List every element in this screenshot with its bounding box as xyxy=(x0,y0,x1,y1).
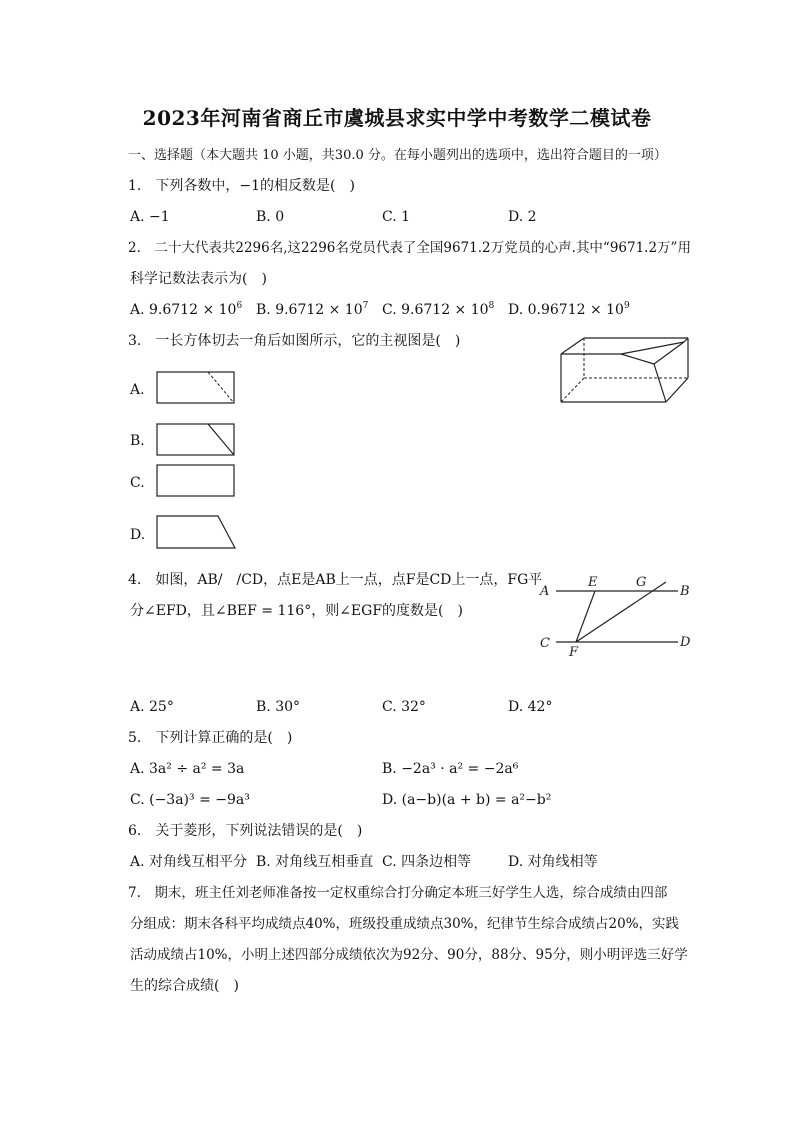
q6-stem: 6. 关于菱形，下列说法错误的是( ) xyxy=(128,823,363,839)
q4-label-a: A xyxy=(540,584,550,599)
q5-option-d: D. (a−b)(a + b) = a²−b² xyxy=(382,792,552,808)
q3-option-a: A. xyxy=(130,382,145,398)
q2-option-a: A. $9.6712 \times 10^6$ xyxy=(130,301,243,318)
q4-option-a: A. 25° xyxy=(130,699,174,715)
q3-option-c: C. xyxy=(130,475,145,491)
q3-option-d-figure xyxy=(156,515,238,551)
q4-option-d: D. 42° xyxy=(508,699,553,715)
q2-option-b: B. $9.6712 \times 10^7$ xyxy=(256,301,369,318)
q2-option-c: C. $9.6712 \times 10^8$ xyxy=(382,301,495,318)
q4-label-f: F xyxy=(569,645,579,660)
q3-option-d: D. xyxy=(130,527,146,543)
q1-option-c: C. 1 xyxy=(382,209,411,225)
section-heading: 一、选择题（本大题共 10 小题，共30.0 分。在每小题列出的选项中，选出符合题目的一项） xyxy=(128,148,667,163)
q7-stem-line1: 7. 期末，班主任刘老师准备按一定权重综合打分确定本班三好学生人选，综合成绩由四部 xyxy=(128,885,668,901)
q1-option-a: A. −1 xyxy=(130,209,170,225)
q4-option-b: B. 30° xyxy=(256,699,301,715)
q7-stem-line4: 生的综合成绩( ) xyxy=(130,978,239,994)
q3-option-b: B. xyxy=(130,433,145,449)
q1-option-d: D. 2 xyxy=(508,209,537,225)
q6-option-c: C. 四条边相等 xyxy=(382,854,472,870)
q1-option-b: B. 0 xyxy=(256,209,285,225)
q5-stem: 5. 下列计算正确的是( ) xyxy=(128,730,293,746)
q2-option-d: D. $0.96712 \times 10^9$ xyxy=(508,301,630,318)
q6-option-d: D. 对角线相等 xyxy=(508,854,598,870)
q4-stem-line2: 分∠EFD，且∠BEF = 116°，则∠EGF的度数是( ) xyxy=(130,603,463,619)
q5-option-b: B. −2a³ · a² = −2a⁶ xyxy=(382,761,519,777)
q7-stem-line2: 分组成：期末各科平均成绩点40%，班级投重成绩点30%，纪律节生综合成绩占20%，实践 xyxy=(130,916,680,932)
q5-option-a: A. 3a² ÷ a² = 3a xyxy=(130,761,245,777)
q6-option-a: A. 对角线互相平分 xyxy=(130,854,248,870)
q4-label-d: D xyxy=(680,635,691,650)
q4-label-c: C xyxy=(540,636,550,651)
q4-label-b: B xyxy=(680,584,690,599)
q3-option-c-figure xyxy=(156,464,236,498)
q2-stem-line2: 科学记数法表示为( ) xyxy=(130,271,267,287)
q2-stem-line1: 2. 二十大代表共2296名,这2296名党员代表了全国9671.2万党员的心声.其中“9671.2万”用 xyxy=(128,240,691,256)
exam-title: 2023年河南省商丘市虞城县求实中学中考数学二模试卷 xyxy=(142,106,652,130)
q4-label-g: G xyxy=(636,575,647,590)
q1-stem: 1. 下列各数中，−1的相反数是( ) xyxy=(128,178,355,194)
q6-option-b: B. 对角线互相垂直 xyxy=(256,854,374,870)
q4-parallel-lines-figure xyxy=(536,572,696,660)
q3-option-b-figure xyxy=(156,423,236,457)
q7-stem-line3: 活动成绩占10%，小明上述四部分成绩依次为92分、90分，88分、95分，则小明评选三好学 xyxy=(130,947,688,963)
q4-stem-line1: 4. 如图，AB/ /CD，点E是AB上一点，点F是CD上一点，FG平 xyxy=(128,572,543,588)
q3-option-a-figure xyxy=(156,371,236,405)
q4-label-e: E xyxy=(588,575,598,590)
q3-cuboid-figure xyxy=(556,334,696,406)
q4-option-c: C. 32° xyxy=(382,699,426,715)
q5-option-c: C. (−3a)³ = −9a³ xyxy=(130,792,250,808)
q3-stem: 3. 一长方体切去一角后如图所示，它的主视图是( ) xyxy=(128,333,461,349)
